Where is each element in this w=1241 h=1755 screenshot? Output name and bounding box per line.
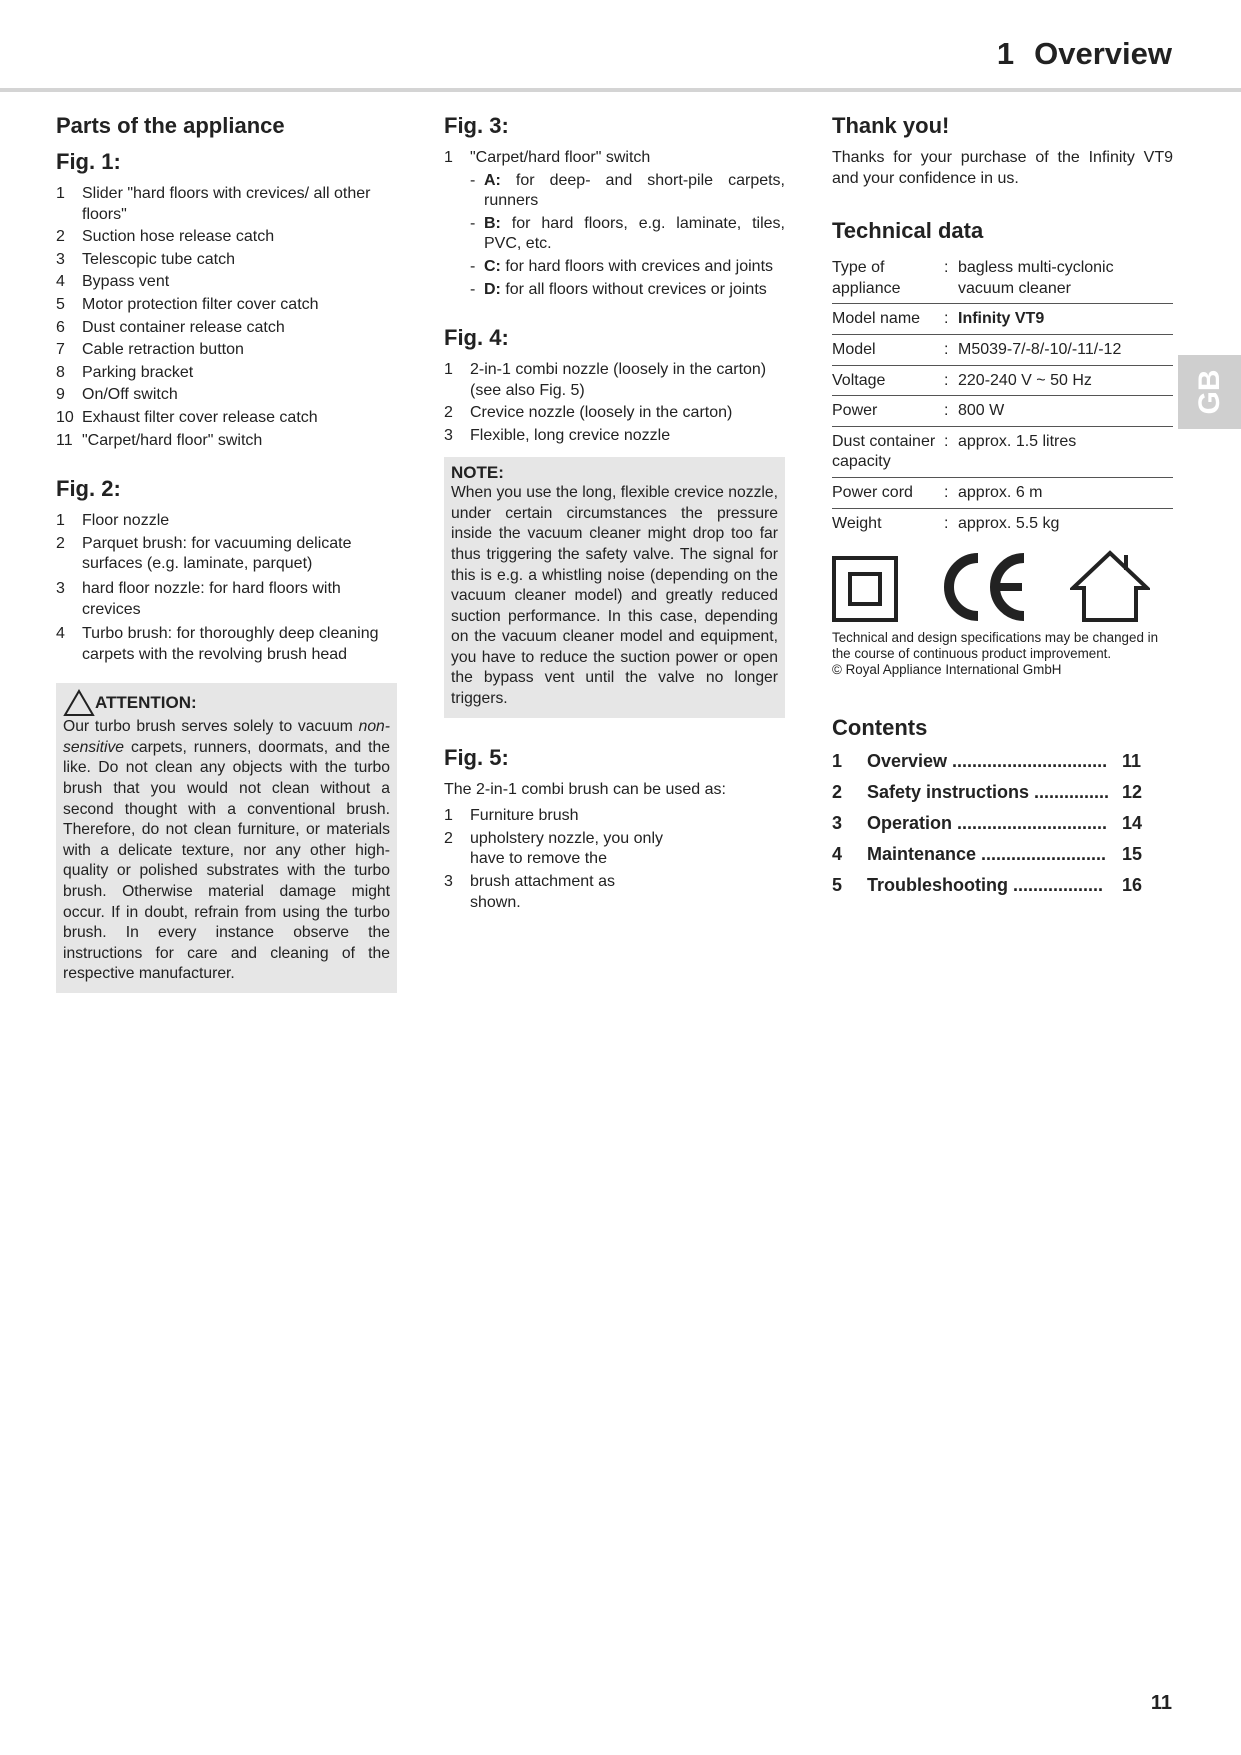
chapter-title: Overview bbox=[1034, 36, 1172, 71]
column-left bbox=[56, 112, 397, 993]
column-right bbox=[832, 112, 1173, 901]
language-tab: GB bbox=[1178, 355, 1241, 429]
warning-triangle-icon bbox=[63, 689, 95, 717]
fig2-title: Fig. 2: bbox=[56, 476, 121, 502]
fig1-title: Fig. 1: bbox=[56, 149, 121, 174]
fig5-intro: The 2-in-1 combi brush can be used as: bbox=[444, 780, 726, 798]
column-middle bbox=[444, 112, 785, 915]
fig5-title: Fig. 5: bbox=[444, 744, 509, 770]
list-item: 2 upholstery nozzle, you only have to remove the bbox=[444, 829, 663, 868]
tech-table bbox=[832, 253, 1173, 538]
toc-row[interactable]: 2 Safety instructions ............... 12 bbox=[832, 782, 1143, 803]
list-item: 7 Cable retraction button bbox=[56, 341, 244, 359]
page-header bbox=[0, 0, 1241, 92]
list-item: 1 "Carpet/hard floor" switch bbox=[444, 149, 651, 166]
contents-title: Contents bbox=[832, 715, 928, 741]
fig3-title: Fig. 3: bbox=[444, 113, 509, 138]
indoor-use-house-icon bbox=[1070, 550, 1150, 622]
table-row: Type of appliance : bagless multi-cyclonic vacuum cleaner bbox=[832, 253, 1173, 304]
list-item: 4 Bypass vent bbox=[56, 273, 170, 291]
thanks-title: Thank you! bbox=[832, 113, 950, 138]
note-text: When you use the long, flexible crevice nozzle, under certain circumstances the pressure inside the vacuum cleaner might drop too far thus triggering the safety valve. The signal for this is e.g. a whistling noise (depending on the vacuum cleaner model) and greatly reduced suction performance. In this case, depending on the vacuum cleaner model and equipment, you have to reduce the suction power or open the bypass vent until the valve no longer triggers. bbox=[451, 484, 778, 708]
list-item: 3 Telescopic tube catch bbox=[56, 250, 235, 268]
thanks-text: Thanks for your purchase of the Infinity VT9 and your confidence in us. bbox=[832, 149, 1173, 187]
fig5-list bbox=[444, 806, 785, 913]
fig4-title: Fig. 4: bbox=[444, 325, 509, 351]
toc-row[interactable]: 4 Maintenance ......................... 15 bbox=[832, 844, 1143, 865]
list-item: 4 Turbo brush: for thoroughly deep cleaning carpets with the revolving brush head bbox=[56, 625, 379, 663]
fig2-list bbox=[56, 511, 397, 665]
table-row: Power cord : approx. 6 m bbox=[832, 477, 1173, 508]
double-insulation-icon bbox=[832, 556, 898, 622]
fig1-list bbox=[56, 184, 397, 451]
attention-text: Our turbo brush serves solely to vacuum non-sensitive carpets, runners, doormats, and the like. Do not clean any objects with the turbo brush that you would not clean without a second thought with a conventional brush. Therefore, do not clean furniture, or materials with a delicate texture, nor any other high-quality or polished substrates with the turbo brush. Otherwise material damage might occur. If in doubt, refrain from using the turbo brush. In every instance observe the instructions for care and cleaning of the respective manufacturer. bbox=[63, 718, 390, 983]
parts-title: Parts of the appliance bbox=[56, 113, 285, 138]
list-item: 10 Exhaust filter cover release catch bbox=[56, 408, 318, 426]
tech-title: Technical data bbox=[832, 218, 984, 244]
list-item: 1 Floor nozzle bbox=[56, 512, 170, 530]
note-box bbox=[444, 457, 785, 718]
list-item: 3 Flexible, long crevice nozzle bbox=[444, 426, 671, 444]
list-item: 1 2-in-1 combi nozzle (loosely in the carton) (see also Fig. 5) bbox=[444, 361, 767, 399]
certification-symbols bbox=[832, 550, 1173, 622]
list-item: - A: for deep- and short-pile carpets, runners bbox=[470, 171, 785, 210]
table-row: Model name : Infinity VT9 bbox=[832, 304, 1173, 335]
list-item: 2 Parquet brush: for vacuuming delicate surfaces (e.g. laminate, parquet) bbox=[56, 534, 352, 573]
fig3-list bbox=[444, 148, 785, 169]
fig4-list bbox=[444, 360, 785, 446]
list-item: 1 Slider "hard floors with crevices/ all other floors" bbox=[56, 185, 371, 223]
list-item: - C: for hard floors with crevices and joints bbox=[470, 257, 774, 275]
toc-row[interactable]: 1 Overview ............................... 11 bbox=[832, 751, 1142, 772]
page-number: 11 bbox=[1150, 1692, 1172, 1714]
fig3-sublist bbox=[444, 171, 785, 301]
list-item: 3 hard floor nozzle: for hard floors with crevices bbox=[56, 579, 341, 618]
list-item: 2 Crevice nozzle (loosely in the carton) bbox=[444, 404, 733, 422]
list-item: 8 Parking bracket bbox=[56, 363, 194, 381]
ce-mark-icon bbox=[938, 552, 1030, 622]
table-row: Voltage : 220-240 V ~ 50 Hz bbox=[832, 365, 1173, 396]
toc-row[interactable]: 5 Troubleshooting .................. 16 bbox=[832, 875, 1143, 896]
list-item: 6 Dust container release catch bbox=[56, 318, 285, 336]
attention-heading: ATTENTION: bbox=[63, 689, 390, 717]
toc-row[interactable]: 3 Operation .............................. 14 bbox=[832, 813, 1143, 834]
chapter-heading bbox=[997, 36, 1172, 72]
list-item: 5 Motor protection filter cover catch bbox=[56, 295, 319, 313]
disclaimer: Technical and design specifications may be changed in the course of continuous product improvement. © Royal Appliance International GmbH bbox=[832, 630, 1159, 678]
list-item: 2 Suction hose release catch bbox=[56, 228, 275, 246]
list-item: - D: for all floors without crevices or joints bbox=[470, 280, 767, 298]
list-item: 3 brush attachment as shown. bbox=[444, 873, 615, 911]
table-row: Dust container capacity : approx. 1.5 litres bbox=[832, 426, 1173, 477]
table-row: Weight : approx. 5.5 kg bbox=[832, 514, 1060, 532]
list-item: 11 "Carpet/hard floor" switch bbox=[56, 431, 263, 449]
note-heading: NOTE: bbox=[451, 462, 504, 482]
list-item: 9 On/Off switch bbox=[56, 386, 178, 404]
chapter-number: 1 bbox=[996, 36, 1015, 71]
attention-box bbox=[56, 683, 397, 993]
table-row: Model : M5039-7/-8/-10/-11/-12 bbox=[832, 334, 1173, 365]
list-item: - B: for hard floors, e.g. laminate, tiles, PVC, etc. bbox=[470, 214, 785, 253]
table-row: Power : 800 W bbox=[832, 396, 1173, 427]
contents-list bbox=[832, 746, 1173, 901]
list-item: 1 Furniture brush bbox=[444, 807, 579, 825]
